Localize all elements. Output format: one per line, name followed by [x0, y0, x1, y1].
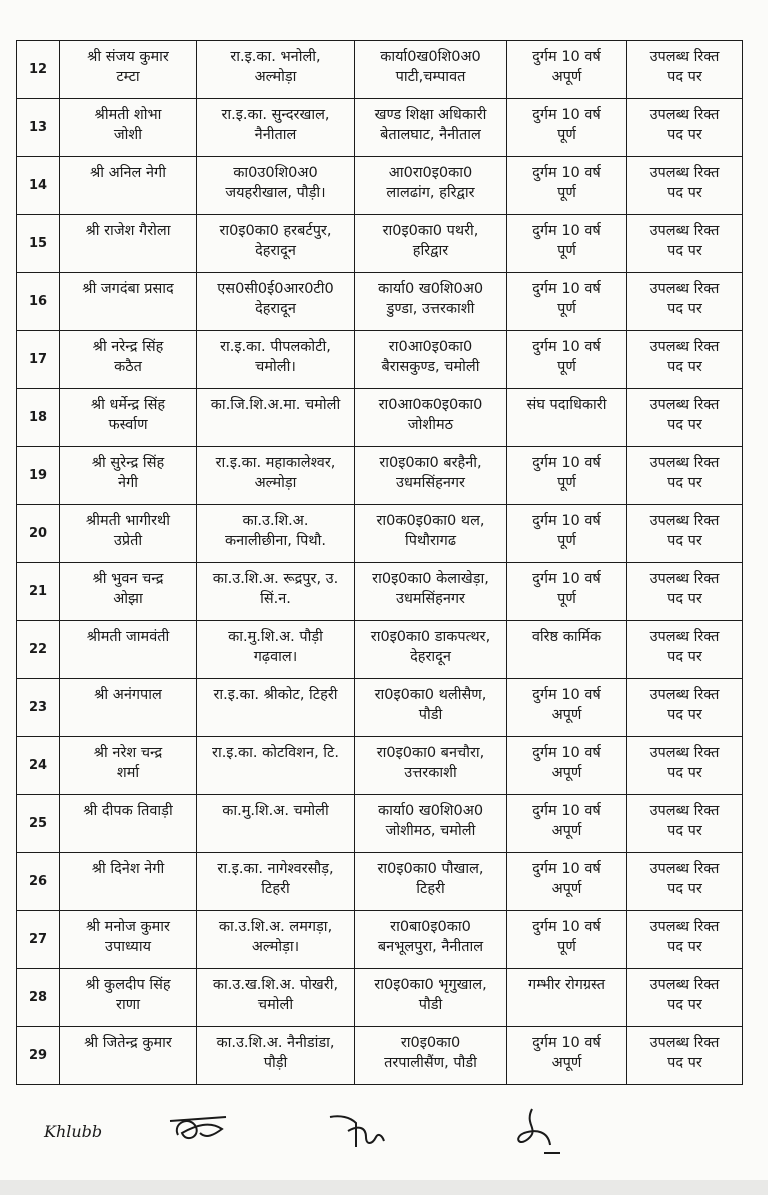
current-posting-cell: का0उ0शि0अ0 जयहरीखाल, पौड़ी। [197, 157, 355, 215]
post-status-cell: उपलब्ध रिक्त पद पर [627, 679, 743, 737]
post-status-cell: उपलब्ध रिक्त पद पर [627, 969, 743, 1027]
transfer-table [16, 40, 743, 1085]
current-posting-cell: रा.इ.का. भनोली, अल्मोड़ा [197, 41, 355, 99]
new-posting-cell: रा0इ0का0 पथरी, हरिद्वार [355, 215, 507, 273]
post-status-cell: उपलब्ध रिक्त पद पर [627, 215, 743, 273]
new-posting-cell: रा0बा0इ0का0 बनभूलपुरा, नैनीताल [355, 911, 507, 969]
table-row [17, 969, 743, 1027]
serial-number-cell: 26 [17, 853, 60, 911]
employee-name-cell: श्रीमती शोभा जोशी [60, 99, 197, 157]
reason-cell: दुर्गम 10 वर्ष पूर्ण [507, 157, 627, 215]
reason-cell: दुर्गम 10 वर्ष अपूर्ण [507, 737, 627, 795]
table-row [17, 563, 743, 621]
signature-1 [43, 1122, 102, 1141]
post-status-cell: उपलब्ध रिक्त पद पर [627, 447, 743, 505]
employee-name-cell: श्री धर्मेन्द्र सिंह फर्स्वाण [60, 389, 197, 447]
table-row [17, 157, 743, 215]
post-status-cell: उपलब्ध रिक्त पद पर [627, 505, 743, 563]
reason-cell: दुर्गम 10 वर्ष पूर्ण [507, 331, 627, 389]
serial-number-cell: 23 [17, 679, 60, 737]
reason-cell: दुर्गम 10 वर्ष पूर्ण [507, 215, 627, 273]
employee-name-cell: श्री नरेश चन्द्र शर्मा [60, 737, 197, 795]
reason-cell: वरिष्ठ कार्मिक [507, 621, 627, 679]
table-row [17, 679, 743, 737]
new-posting-cell: रा0इ0का0 थलीसैण, पौडी [355, 679, 507, 737]
table-row [17, 621, 743, 679]
current-posting-cell: का.मु.शि.अ. पौड़ी गढ़वाल। [197, 621, 355, 679]
serial-number-cell: 19 [17, 447, 60, 505]
serial-number-cell: 20 [17, 505, 60, 563]
table-row [17, 795, 743, 853]
new-posting-cell: रा0आ0इ0का0 बैरासकुण्ड, चमोली [355, 331, 507, 389]
post-status-cell: उपलब्ध रिक्त पद पर [627, 331, 743, 389]
post-status-cell: उपलब्ध रिक्त पद पर [627, 911, 743, 969]
post-status-cell: उपलब्ध रिक्त पद पर [627, 853, 743, 911]
post-status-cell: उपलब्ध रिक्त पद पर [627, 737, 743, 795]
serial-number-cell: 12 [17, 41, 60, 99]
signature-1-text: Khlubb [44, 1122, 103, 1141]
current-posting-cell: का.उ.ख.शि.अ. पोखरी, चमोली [197, 969, 355, 1027]
serial-number-cell: 25 [17, 795, 60, 853]
table-row [17, 41, 743, 99]
current-posting-cell: एस0सी0ई0आर0टी0 देहरादून [197, 273, 355, 331]
new-posting-cell: कार्या0ख0शि0अ0 पाटी,चम्पावत [355, 41, 507, 99]
current-posting-cell: का.जि.शि.अ.मा. चमोली [197, 389, 355, 447]
current-posting-cell: रा.इ.का. महाकालेश्वर, अल्मोड़ा [197, 447, 355, 505]
table-row [17, 447, 743, 505]
employee-name-cell: श्री अनंगपाल [60, 679, 197, 737]
reason-cell: दुर्गम 10 वर्ष पूर्ण [507, 447, 627, 505]
reason-cell: दुर्गम 10 वर्ष पूर्ण [507, 99, 627, 157]
signatures-svg [0, 1095, 768, 1175]
new-posting-cell: रा0इ0का0 बरहैनी, उधमसिंहनगर [355, 447, 507, 505]
current-posting-cell: रा.इ.का. नागेश्वरसौड़, टिहरी [197, 853, 355, 911]
employee-name-cell: श्री संजय कुमार टम्टा [60, 41, 197, 99]
reason-cell: गम्भीर रोगग्रस्त [507, 969, 627, 1027]
current-posting-cell: का.उ.शि.अ. नैनीडांडा, पौड़ी [197, 1027, 355, 1085]
serial-number-cell: 29 [17, 1027, 60, 1085]
post-status-cell: उपलब्ध रिक्त पद पर [627, 273, 743, 331]
table-row [17, 505, 743, 563]
post-status-cell: उपलब्ध रिक्त पद पर [627, 389, 743, 447]
current-posting-cell: का.उ.शि.अ. लमगड़ा, अल्मोड़ा। [197, 911, 355, 969]
new-posting-cell: कार्या0 ख0शि0अ0 जोशीमठ, चमोली [355, 795, 507, 853]
reason-cell: दुर्गम 10 वर्ष पूर्ण [507, 273, 627, 331]
serial-number-cell: 22 [17, 621, 60, 679]
employee-name-cell: श्रीमती जामवंती [60, 621, 197, 679]
employee-name-cell: श्री जगदंबा प्रसाद [60, 273, 197, 331]
reason-cell: दुर्गम 10 वर्ष अपूर्ण [507, 41, 627, 99]
current-posting-cell: रा.इ.का. कोटविशन, टि. [197, 737, 355, 795]
post-status-cell: उपलब्ध रिक्त पद पर [627, 621, 743, 679]
employee-name-cell: श्रीमती भागीरथी उप्रेती [60, 505, 197, 563]
new-posting-cell: रा0इ0का0 डाकपत्थर, देहरादून [355, 621, 507, 679]
table-row [17, 273, 743, 331]
serial-number-cell: 21 [17, 563, 60, 621]
table-row [17, 1027, 743, 1085]
new-posting-cell: रा0क0इ0का0 थल, पिथौरागढ [355, 505, 507, 563]
current-posting-cell: रा0इ0का0 हरबर्टपुर, देहरादून [197, 215, 355, 273]
post-status-cell: उपलब्ध रिक्त पद पर [627, 1027, 743, 1085]
serial-number-cell: 24 [17, 737, 60, 795]
signature-3 [330, 1116, 384, 1147]
table-row [17, 215, 743, 273]
signature-2 [170, 1117, 226, 1138]
page-bottom-edge [0, 1180, 768, 1195]
reason-cell: दुर्गम 10 वर्ष पूर्ण [507, 563, 627, 621]
new-posting-cell: रा0इ0का0 पौखाल, टिहरी [355, 853, 507, 911]
current-posting-cell: का.उ.शि.अ. रूद्रपुर, उ. सिं.न. [197, 563, 355, 621]
current-posting-cell: रा.इ.का. पीपलकोटी, चमोली। [197, 331, 355, 389]
current-posting-cell: रा.इ.का. सुन्दरखाल, नैनीताल [197, 99, 355, 157]
serial-number-cell: 14 [17, 157, 60, 215]
new-posting-cell: रा0इ0का0 भृगुखाल, पौडी [355, 969, 507, 1027]
post-status-cell: उपलब्ध रिक्त पद पर [627, 563, 743, 621]
employee-name-cell: श्री दीपक तिवाड़ी [60, 795, 197, 853]
serial-number-cell: 15 [17, 215, 60, 273]
new-posting-cell: रा0इ0का0 तरपालीसैंण, पौडी [355, 1027, 507, 1085]
reason-cell: दुर्गम 10 वर्ष अपूर्ण [507, 853, 627, 911]
signature-area [0, 1095, 768, 1175]
employee-name-cell: श्री दिनेश नेगी [60, 853, 197, 911]
signature-4 [518, 1109, 560, 1153]
new-posting-cell: रा0इ0का0 केलाखेड़ा, उधमसिंहनगर [355, 563, 507, 621]
reason-cell: दुर्गम 10 वर्ष अपूर्ण [507, 1027, 627, 1085]
current-posting-cell: का.मु.शि.अ. चमोली [197, 795, 355, 853]
employee-name-cell: श्री जितेन्द्र कुमार [60, 1027, 197, 1085]
post-status-cell: उपलब्ध रिक्त पद पर [627, 99, 743, 157]
current-posting-cell: रा.इ.का. श्रीकोट, टिहरी [197, 679, 355, 737]
new-posting-cell: खण्ड शिक्षा अधिकारी बेतालघाट, नैनीताल [355, 99, 507, 157]
new-posting-cell: रा0इ0का0 बनचौरा, उत्तरकाशी [355, 737, 507, 795]
post-status-cell: उपलब्ध रिक्त पद पर [627, 157, 743, 215]
post-status-cell: उपलब्ध रिक्त पद पर [627, 795, 743, 853]
employee-name-cell: श्री राजेश गैरोला [60, 215, 197, 273]
reason-cell: दुर्गम 10 वर्ष पूर्ण [507, 911, 627, 969]
new-posting-cell: रा0आ0क0इ0का0 जोशीमठ [355, 389, 507, 447]
employee-name-cell: श्री अनिल नेगी [60, 157, 197, 215]
table-row [17, 99, 743, 157]
new-posting-cell: आ0रा0इ0का0 लालढांग, हरिद्वार [355, 157, 507, 215]
table-row [17, 911, 743, 969]
serial-number-cell: 27 [17, 911, 60, 969]
reason-cell: दुर्गम 10 वर्ष अपूर्ण [507, 679, 627, 737]
employee-name-cell: श्री मनोज कुमार उपाध्याय [60, 911, 197, 969]
employee-name-cell: श्री कुलदीप सिंह राणा [60, 969, 197, 1027]
table-row [17, 737, 743, 795]
employee-name-cell: श्री सुरेन्द्र सिंह नेगी [60, 447, 197, 505]
transfer-table-body [17, 41, 743, 1085]
new-posting-cell: कार्या0 ख0शि0अ0 डुण्डा, उत्तरकाशी [355, 273, 507, 331]
reason-cell: दुर्गम 10 वर्ष अपूर्ण [507, 795, 627, 853]
serial-number-cell: 13 [17, 99, 60, 157]
serial-number-cell: 17 [17, 331, 60, 389]
reason-cell: दुर्गम 10 वर्ष पूर्ण [507, 505, 627, 563]
table-row [17, 331, 743, 389]
current-posting-cell: का.उ.शि.अ. कनालीछीना, पिथौ. [197, 505, 355, 563]
serial-number-cell: 18 [17, 389, 60, 447]
post-status-cell: उपलब्ध रिक्त पद पर [627, 41, 743, 99]
table-row [17, 853, 743, 911]
table-row [17, 389, 743, 447]
serial-number-cell: 16 [17, 273, 60, 331]
employee-name-cell: श्री भुवन चन्द्र ओझा [60, 563, 197, 621]
serial-number-cell: 28 [17, 969, 60, 1027]
reason-cell: संघ पदाधिकारी [507, 389, 627, 447]
employee-name-cell: श्री नरेन्द्र सिंह कठैत [60, 331, 197, 389]
